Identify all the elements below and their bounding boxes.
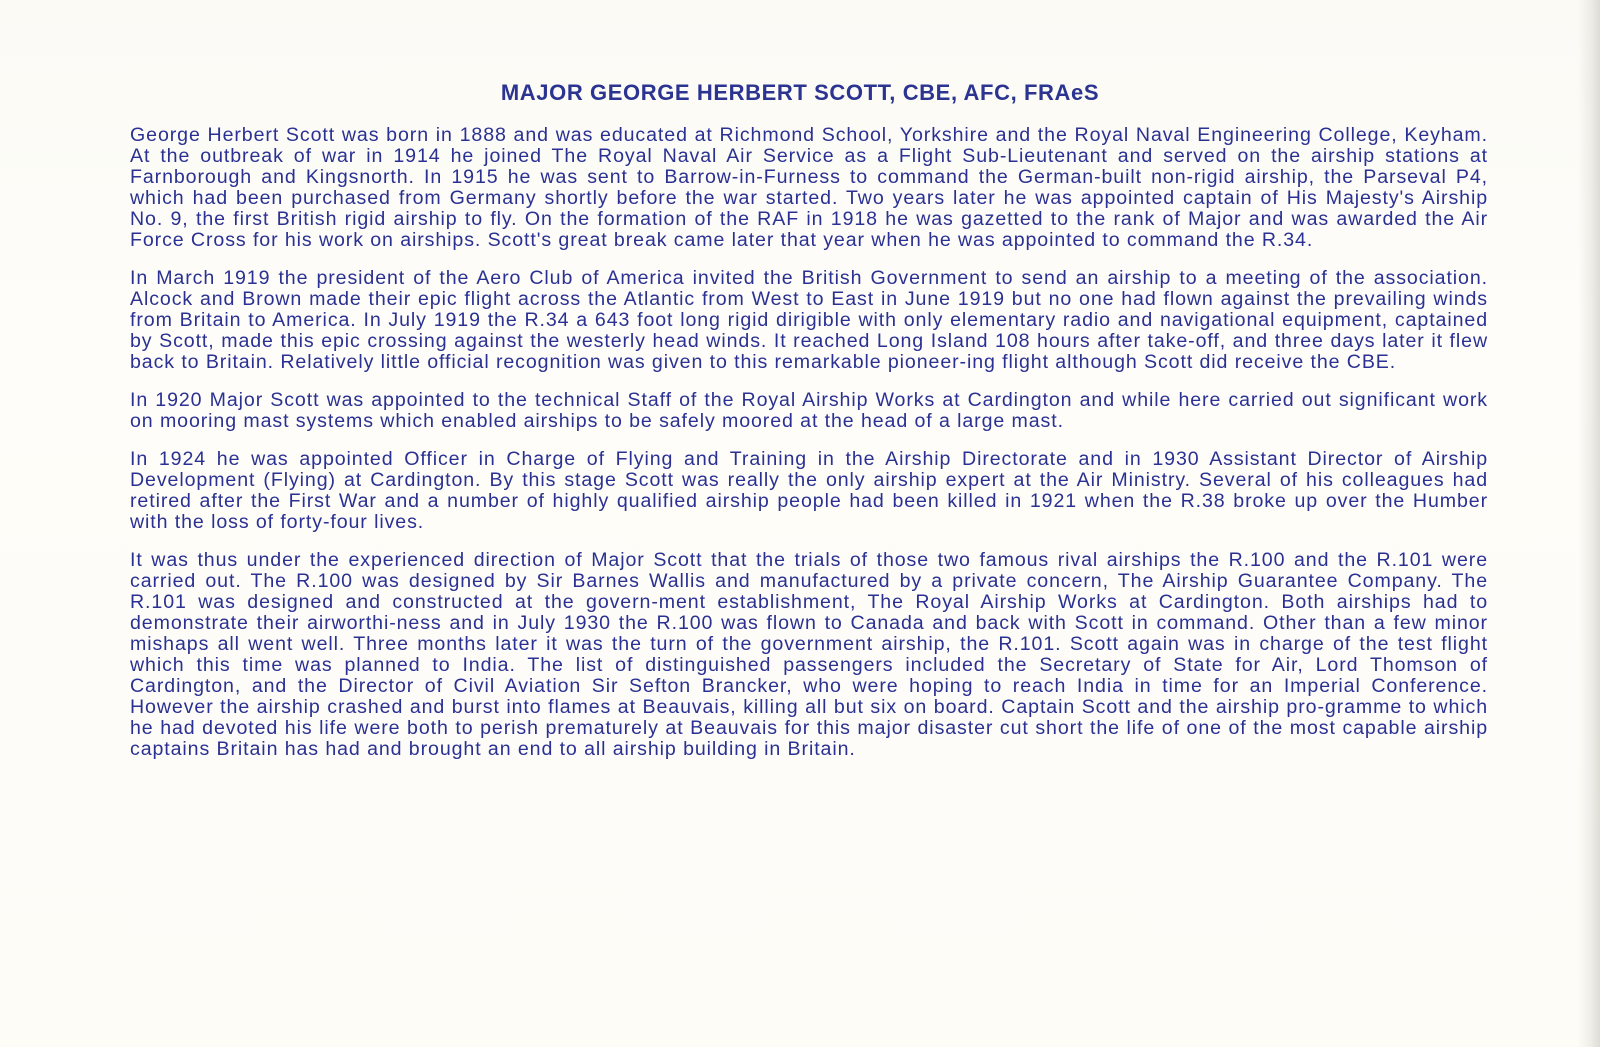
paragraph-cardington-staff: In 1920 Major Scott was appointed to the technical Staff of the Royal Airship Works at Cardington and while here carried out significant work on mooring mast systems which enabled airships to be safely moored at the head of a large mast. <box>130 389 1488 432</box>
paragraph-airship-directorate: In 1924 he was appointed Officer in Charge of Flying and Training in the Airship Directorate and in 1930 Assistant Director of Airship Development (Flying) at Cardington. By this stage Scott was really the only airship expert at the Air Ministry. Several of his colleagues had retired after the First War and a number of highly qualified airship people had been killed in 1921 when the R.38 broke up over the Humber with the loss of forty-four lives. <box>130 448 1488 533</box>
document-body <box>130 125 1488 777</box>
paragraph-early-career: George Herbert Scott was born in 1888 and was educated at Richmond School, Yorkshire and the Royal Naval Engineering College, Keyham. At the outbreak of war in 1914 he joined The Royal Naval Air Service as a Flight Sub-Lieutenant and served on the airship stations at Farnborough and Kingsnorth. In 1915 he was sent to Barrow-in-Furness to command the German-built non-rigid airship, the Parseval P4, which had been purchased from Germany shortly before the war started. Two years later he was appointed captain of His Majesty's Airship No. 9, the first British rigid airship to fly. On the formation of the RAF in 1918 he was gazetted to the rank of Major and was awarded the Air Force Cross for his work on airships. Scott's great break came later that year when he was appointed to command the R.34. <box>130 124 1488 251</box>
document-title: MAJOR GEORGE HERBERT SCOTT, CBE, AFC, FRAeS <box>500 80 1100 105</box>
page-edge-shadow <box>1578 0 1600 1047</box>
paragraph-r100-r101: It was thus under the experienced direction of Major Scott that the trials of those two famous rival airships the R.100 and the R.101 were carried out. The R.100 was designed by Sir Barnes Wallis and manufactured by a private concern, The Airship Guarantee Company. The R.101 was designed and constructed at the govern-ment establishment, The Royal Airship Works at Cardington. Both airships had to demonstrate their airworthi-ness and in July 1930 the R.100 was flown to Canada and back with Scott in command. Other than a few minor mishaps all went well. Three months later it was the turn of the government airship, the R.101. Scott again was in charge of the test flight which this time was planned to India. The list of distinguished passengers included the Secretary of State for Air, Lord Thomson of Cardington, and the Director of Civil Aviation Sir Sefton Brancker, who were hoping to reach India in time for an Imperial Conference. However the airship crashed and burst into flames at Beauvais, killing all but six on board. Captain Scott and the airship pro-gramme to which he had devoted his life were both to perish prematurely at Beauvais for this major disaster cut short the life of one of the most capable airship captains Britain has had and brought an end to all airship building in Britain. <box>130 549 1488 760</box>
paragraph-atlantic-crossing: In March 1919 the president of the Aero Club of America invited the British Government to send an airship to a meeting of the association. Alcock and Brown made their epic flight across the Atlantic from West to East in June 1919 but no one had flown against the prevailing winds from Britain to America. In July 1919 the R.34 a 643 foot long rigid dirigible with only elementary radio and navigational equipment, captained by Scott, made this epic crossing against the westerly head winds. It reached Long Island 108 hours after take-off, and three days later it flew back to Britain. Relatively little official recognition was given to this remarkable pioneer-ing flight although Scott did receive the CBE. <box>130 267 1488 373</box>
